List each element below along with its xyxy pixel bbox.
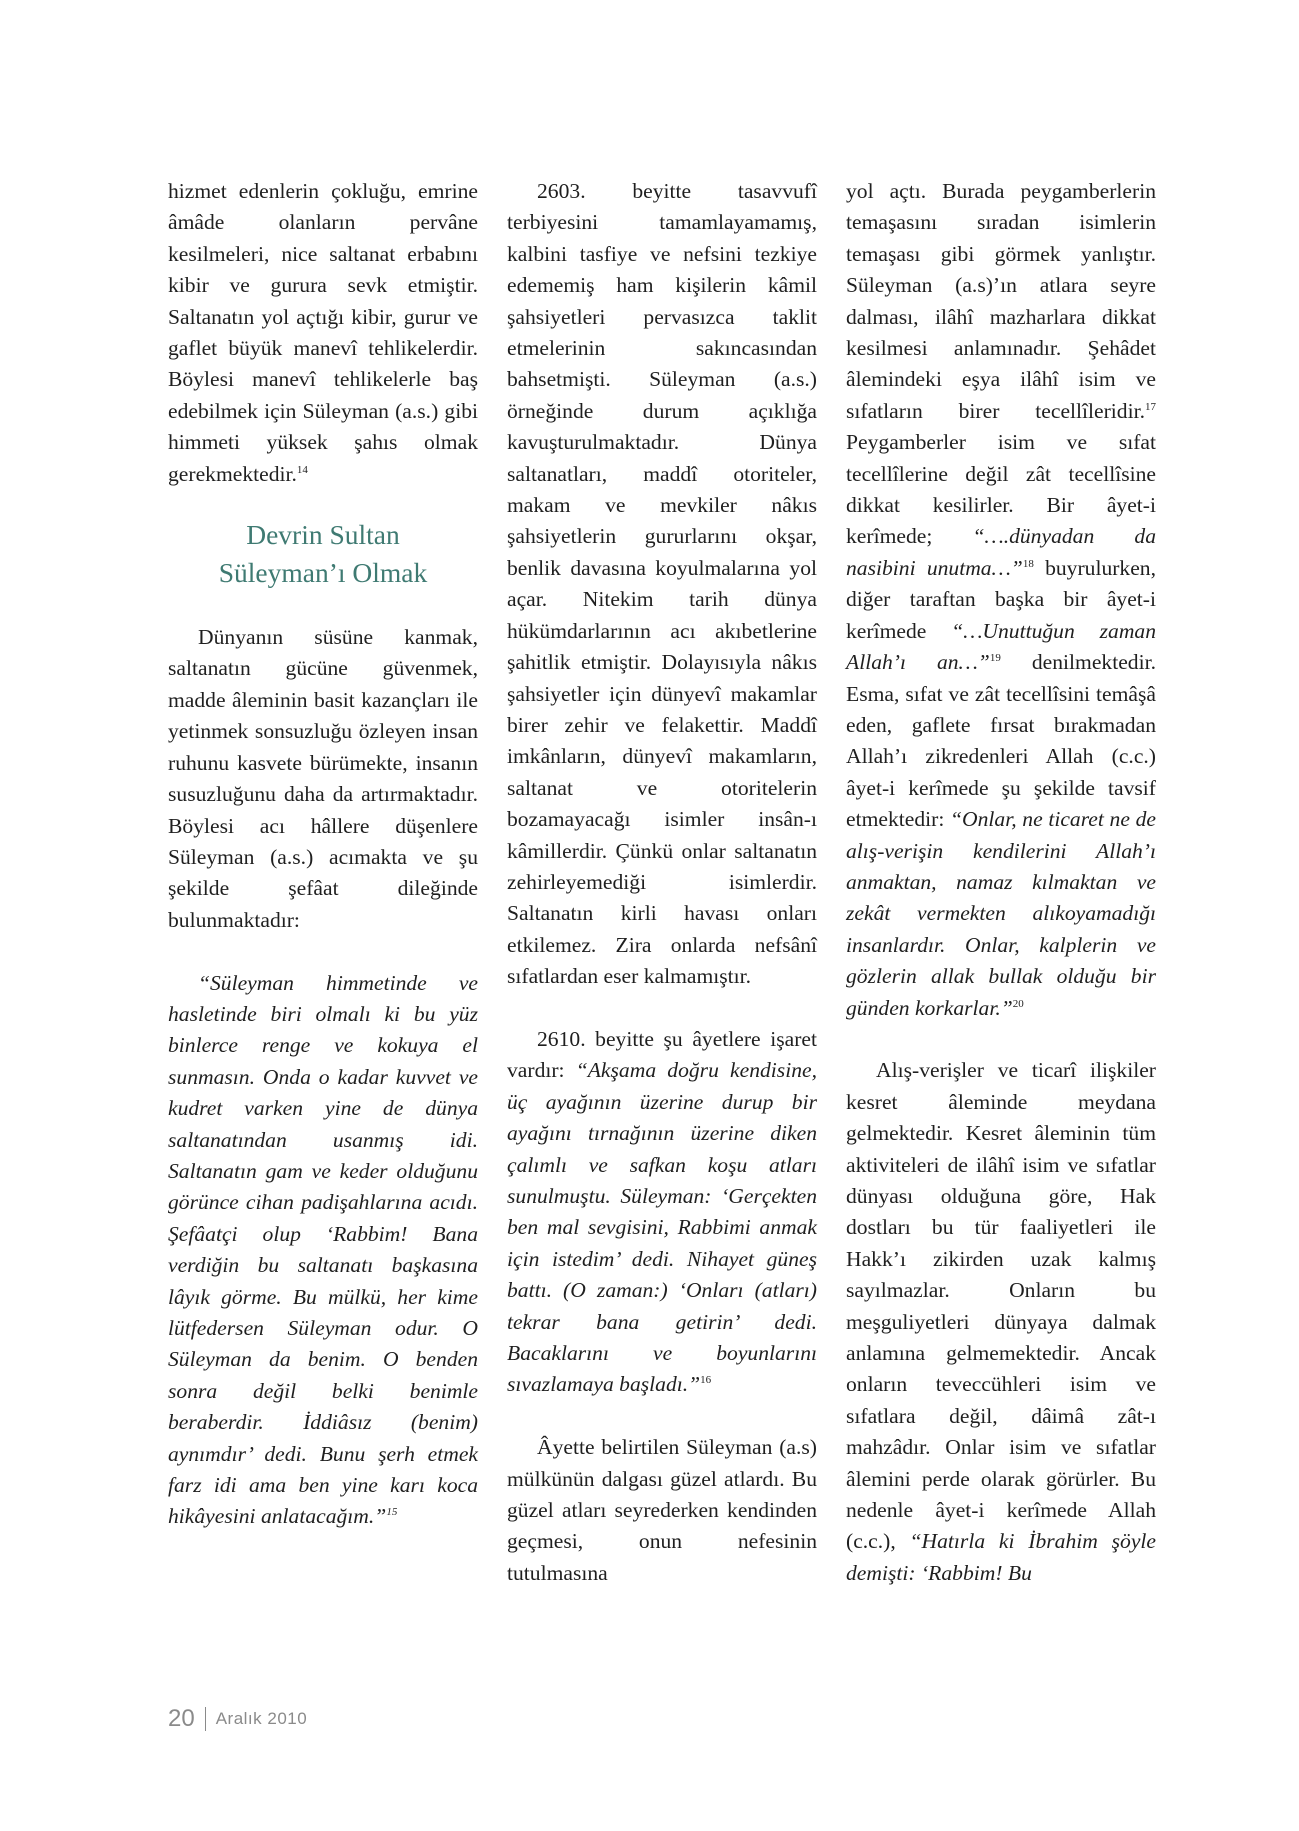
quote-text: “Hatırla ki İbrahim şöyle demişti: ‘Rabbim! Bu (846, 1529, 1156, 1585)
paragraph (168, 622, 478, 936)
quote-paragraph (168, 968, 478, 1533)
issue-date: Aralık 2010 (215, 1709, 308, 1728)
column-3 (846, 176, 1156, 1589)
paragraph-text: Peygamberler isim ve sıfat tecellîlerine değil zât tecellîsine dikkat kesilirler. Bir âyet-i kerîmede; (846, 430, 1156, 549)
paragraph (168, 176, 478, 490)
footnote-ref: 14 (296, 463, 308, 476)
column-1 (168, 176, 478, 1533)
paragraph (507, 1024, 817, 1401)
paragraph (846, 1055, 1156, 1589)
footnote-ref: 20 (1012, 997, 1024, 1010)
paragraph-text: Dünyanın süsüne kanmak, saltanatın gücüne güvenmek, madde âleminin basit kazançları ile yetinmek sonsuzluğu özleyen insan ruhunu kasvete bürümekte, insanın susuzluğunu daha da artırmaktadır. Böylesi acı hâllere düşenlere Süleyman (a.s.) acımakta ve şu şekilde şefâat dileğinde bulunmaktadır: (168, 625, 478, 932)
paragraph-text: buyrulurken, diğer taraftan başka bir âyet-i kerîmede (846, 555, 1157, 643)
footnote-ref: 19 (989, 651, 1001, 664)
paragraph (507, 176, 817, 993)
paragraph (846, 176, 1156, 1024)
footer-divider (205, 1707, 206, 1731)
section-heading (168, 516, 478, 592)
page-footer (168, 1705, 307, 1733)
page-number: 20 (168, 1705, 195, 1732)
quote-text: “Süleyman himmetinde ve hasletinde biri olmalı ki bu yüz binlerce renge ve kokuya el sunmasın. Onda o kadar kuvvet ve kudret varken yine de dünya saltanatından usanmış idi. Saltanatın gam ve keder olduğunu görünce cihan padişahlarına acıdı. Şefâatçi olup ‘Rabbim! Bana verdiğin bu saltanatı başkasına lâyık görme. Bu mülkü, her kime lütfedersen Süleyman odur. O Süleyman da benim. O benden sonra değil belki benimle beraberdir. İddiâsız (benim) aynımdır’ dedi. Bunu şerh etmek farz idi ama ben yine karı koca hikâyesini anlatacağım.” (168, 970, 478, 1529)
footnote-ref: 16 (700, 1374, 712, 1387)
footnote-ref: 17 (1145, 400, 1156, 413)
paragraph-text: hizmet edenlerin çokluğu, emrine âmâde olanların pervâne kesilmeleri, nice saltanat erbabını kibir ve gurura sevk etmiştir. Saltanatın yol açtığı kibir, gurur ve gaflet büyük manevî tehlikelerdir. Böylesi manevî tehlikelerle baş edebilmek için Süleyman (a.s.) gibi himmeti yüksek şahıs olmak gerekmektedir. (168, 179, 478, 486)
paragraph-text: Alış-verişler ve ticarî ilişkiler kesret âleminde meydana gelmektedir. Kesret âleminin tüm aktiviteleri de ilâhî isim ve sıfatlar dünyası olduğuna göre, Hak dostları bu tür faaliyetleri ile Hakk’ı zikirden uzak kalmış sayılmazlar. Onların bu meşguliyetleri dünyaya dalmak anlamına gelmemektedir. Ancak onların teveccühleri isim ve sıfatlara değil, dâimâ zât-ı mahzâdır. Onlar isim ve sıfatlar âlemini perde olarak görürler. Bu nedenle âyet-i kerîmede Allah (c.c.), (846, 1058, 1156, 1554)
heading-line: Süleyman’ı Olmak (218, 557, 428, 589)
quote-text: “….dünyadan da nasibini unutma…” (846, 524, 1156, 580)
quote-text: “…Unuttuğun zaman Allah’ı an…” (846, 618, 1157, 675)
paragraph (507, 1432, 817, 1589)
paragraph-text: Âyette belirtilen Süleyman (a.s) mülkünün dalgası güzel atlardı. Bu güzel atları seyrederken kendinden geçmesi, onun nefesinin tutulmasına (507, 1435, 817, 1585)
footnote-ref: 15 (386, 1506, 398, 1519)
heading-line: Devrin Sultan (246, 519, 400, 551)
paragraph-text: 2610. beyitte şu âyetlere işaret vardır: (507, 1026, 817, 1083)
paragraph-text: denilmektedir. Esma, sıfat ve zât tecellîsini temâşâ eden, gaflete fırsat bırakmadan Allah’ı zikredenleri Allah (c.c.) âyet-i kerîmede şu şekilde tavsif etmektedir: (846, 650, 1156, 832)
column-2 (507, 176, 817, 1589)
footnote-ref: 18 (1022, 557, 1034, 570)
paragraph-text: yol açtı. Burada peygamberlerin temaşasını sıradan isimlerin temaşası gibi görmek yanlıştır. Süleyman (a.s)’ın atlara seyre dalması, ilâhî mazharlara dikkat kesilmesi anlamınadır. Şehâdet âlemindeki eşya ilâhî isim ve sıfatların birer tecellîleridir. (846, 179, 1156, 423)
paragraph-text: 2603. beyitte tasavvufî terbiyesini tamamlayamamış, kalbini tasfiye ve nefsini tezkiye edememiş ham kişilerin kâmil şahsiyetleri pervasızca taklit etmelerinin sakıncasından bahsetmişti. Süleyman (a.s.) örneğinde durum açıklığa kavuşturulmaktadır. Dünya saltanatları, maddî otoriteler, makam ve mevkiler nâkıs şahsiyetlerin gururlarını okşar, benlik davasına koyulmalarına yol açar. Nitekim tarih dünya hükümdarlarının acı akıbetlerine şahitlik etmiştir. Dolayısıyla nâkıs şahsiyetler için dünyevî makamlar birer zehir ve felakettir. Maddî imkânların, dünyevî makamların, saltanat ve otoritelerin bozamayacağı isimler insân-ı kâmillerdir. Çünkü onlar saltanatın zehirleyemediği isimlerdir. Saltanatın kirli havası onları etkilemez. Zira onlarda nefsânî sıfatlardan eser kalmamıştır. (507, 179, 817, 989)
quote-text: “Onlar, ne ticaret ne de alış-verişin kendilerini Allah’ı anmaktan, namaz kılmaktan ve zekât vermekten alıkoyamadığı insanlardır. Onlar, kalplerin ve gözlerin allak bullak olduğu bir günden korkarlar.” (846, 807, 1156, 1020)
quote-text: “Akşama doğru kendisine, üç ayağının üzerine durup bir ayağını tırnağının üzerine diken çalımlı ve safkan koşu atları sunulmuştu. Süleyman: ‘Gerçekten ben mal sevgisini, Rabbimi anmak için istedim’ dedi. Nihayet güneş battı. (O zaman:) ‘Onları (atları) tekrar bana getirin’ dedi. Bacaklarını ve boyunlarını sıvazlamaya başladı.” (507, 1058, 817, 1397)
